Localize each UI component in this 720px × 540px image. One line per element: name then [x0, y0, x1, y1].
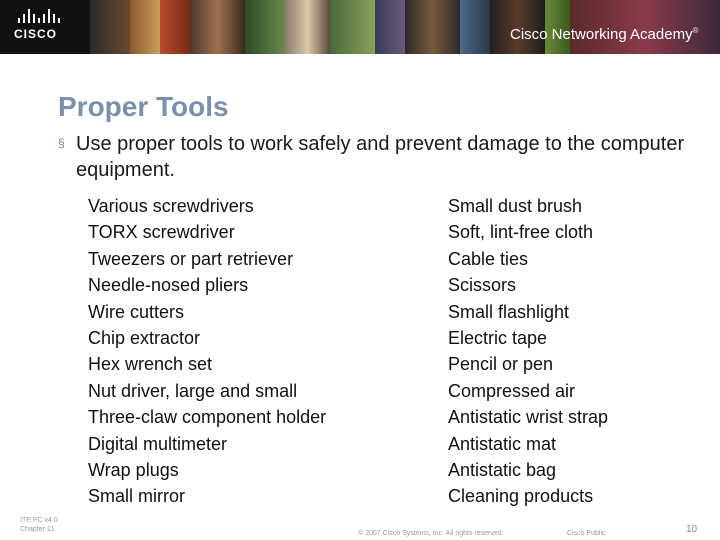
- list-item: Digital multimeter: [88, 433, 228, 454]
- footer-classification: Cisco Public: [567, 530, 606, 537]
- networking-academy-label: [510, 26, 698, 43]
- cisco-bars-icon: [18, 9, 74, 23]
- list-item: Antistatic mat: [448, 433, 557, 454]
- slide-title: Proper Tools: [58, 91, 229, 122]
- bullet-marker-icon: §: [58, 136, 65, 150]
- list-item: TORX screwdriver: [88, 222, 235, 243]
- list-item: Hex wrench set: [88, 354, 213, 375]
- tools-list-left: [88, 193, 326, 510]
- list-item: Antistatic bag: [448, 460, 557, 481]
- list-item: Small mirror: [88, 486, 185, 507]
- list-item: Antistatic wrist strap: [448, 407, 609, 428]
- cisco-logo: [14, 9, 74, 43]
- tools-list-right: [448, 193, 608, 510]
- list-item: Compressed air: [448, 380, 576, 401]
- list-item: Small dust brush: [448, 196, 583, 216]
- list-item: Cable ties: [448, 248, 529, 269]
- academy-text: Cisco Networking Academy: [510, 26, 693, 43]
- cisco-wordmark: CISCO: [14, 27, 58, 41]
- header-banner: [0, 0, 720, 54]
- footer-course-info: [20, 516, 58, 534]
- bullet-text: Use proper tools to work safely and prevent damage to the computer equipment.: [76, 133, 685, 181]
- bullet-point: [58, 131, 698, 183]
- footer-copyright: © 2007 Cisco Systems, Inc. All rights reserved.: [358, 530, 504, 537]
- registered-mark: ®: [692, 26, 699, 35]
- list-item: Soft, lint-free cloth: [448, 222, 594, 243]
- list-item: Tweezers or part retriever: [88, 248, 294, 269]
- list-item: Electric tape: [448, 328, 548, 349]
- list-item: Scissors: [448, 275, 517, 296]
- list-item: Wrap plugs: [88, 460, 179, 481]
- list-item: Nut driver, large and small: [88, 380, 298, 401]
- list-item: Pencil or pen: [448, 354, 554, 375]
- list-item: Wire cutters: [88, 301, 185, 322]
- page-number: 10: [686, 524, 698, 535]
- list-item: Cleaning products: [448, 486, 594, 507]
- footer-chapter: Chapter 11: [20, 526, 55, 533]
- list-item: Needle-nosed pliers: [88, 275, 249, 296]
- list-item: Various screwdrivers: [88, 196, 254, 216]
- list-item: Three-claw component holder: [88, 407, 327, 428]
- list-item: Small flashlight: [448, 301, 570, 322]
- list-item: Chip extractor: [88, 328, 201, 349]
- footer-course: ITE PC v4.0: [20, 517, 58, 524]
